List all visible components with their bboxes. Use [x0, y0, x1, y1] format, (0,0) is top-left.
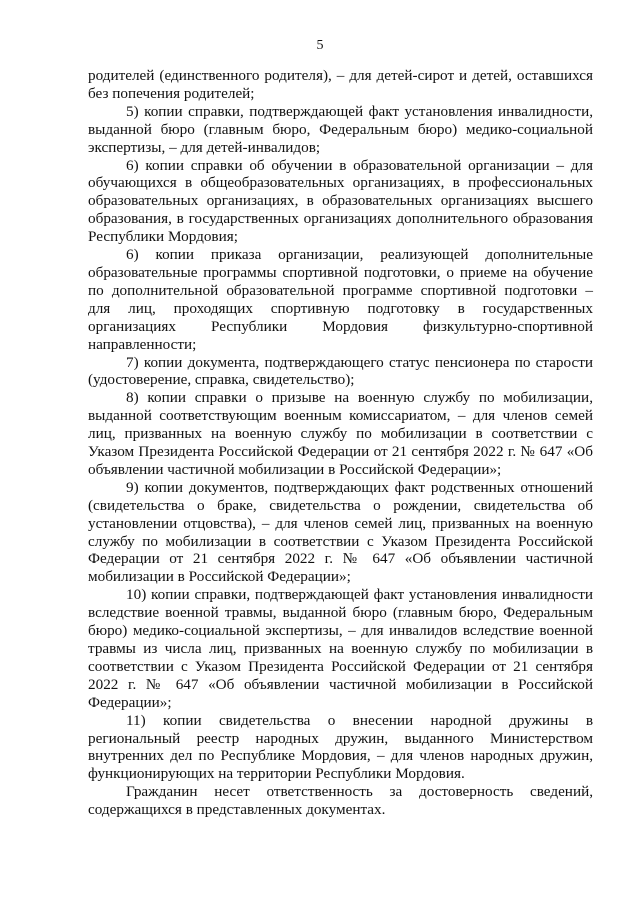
paragraph-item-8: 8) копии справки о призыве на военную службу по мобилизации, выданной соответствующим военным комиссариатом, – для членов семей лиц, призванных на военную службу по мобилизации в соответствии с Указом Президента Российской Федерации от 21 сентября 2022 г. № 647 «Об объявлении частичной мобилизации в Российской Федерации»;: [88, 389, 593, 478]
paragraph-item-7: 7) копии документа, подтверждающего статус пенсионера по старости (удостоверение, справка, свидетельство);: [88, 353, 593, 389]
paragraph-responsibility: Гражданин несет ответственность за достоверность сведений, содержащихся в представленных документах.: [88, 783, 593, 819]
document-body: [88, 67, 593, 819]
paragraph-item-6-sport: 6) копии приказа организации, реализующей дополнительные образовательные программы спортивной подготовки, о приеме на обучение по дополнительной образовательной программе спортивной подготовки – для лиц, проходящих спортивную подготовку в государственных организациях Республики Мордовия физкультурно-спортивной направленности;: [88, 246, 593, 353]
paragraph-item-11: 11) копии свидетельства о внесении народной дружины в региональный реестр народных дружин, выданного Министерством внутренних дел по Республике Мордовия, – для членов народных дружин, функционирующих на территории Республики Мордовия.: [88, 711, 593, 783]
paragraph-item-5: 5) копии справки, подтверждающей факт установления инвалидности, выданной бюро (главным бюро, Федеральным бюро) медико-социальной экспертизы, – для детей-инвалидов;: [88, 102, 593, 156]
paragraph-continuation: родителей (единственного родителя), – для детей-сирот и детей, оставшихся без попечения родителей;: [88, 67, 593, 102]
page-number: 5: [316, 38, 324, 53]
paragraph-item-6-education: 6) копии справки об обучении в образовательной организации – для обучающихся в общеобразовательных организациях, в профессиональных образовательных организациях, в образовательных организациях высшего образования, в государственных организациях дополнительного образования Республики Мордовия;: [88, 156, 593, 246]
paragraph-item-9: 9) копии документов, подтверждающих факт родственных отношений (свидетельства о браке, свидетельства о рождении, свидетельства об установлении отцовства), – для членов семей лиц, призванных на военную службу по мобилизации в соответствии с Указом Президента Российской Федерации от 21 сентября 2022 г. № 647 «Об объявлении частичной мобилизации в Российской Федерации»;: [88, 478, 593, 586]
paragraph-item-10: 10) копии справки, подтверждающей факт установления инвалидности вследствие военной травмы, выданной бюро (главным бюро, Федеральным бюро) медико-социальной экспертизы, – для инвалидов вследствие военной травмы из числа лиц, призванных на военную службу по мобилизации в соответствии с Указом Президента Российской Федерации от 21 сентября 2022 г. № 647 «Об объявлении частичной мобилизации в Российской Федерации»;: [88, 586, 593, 711]
